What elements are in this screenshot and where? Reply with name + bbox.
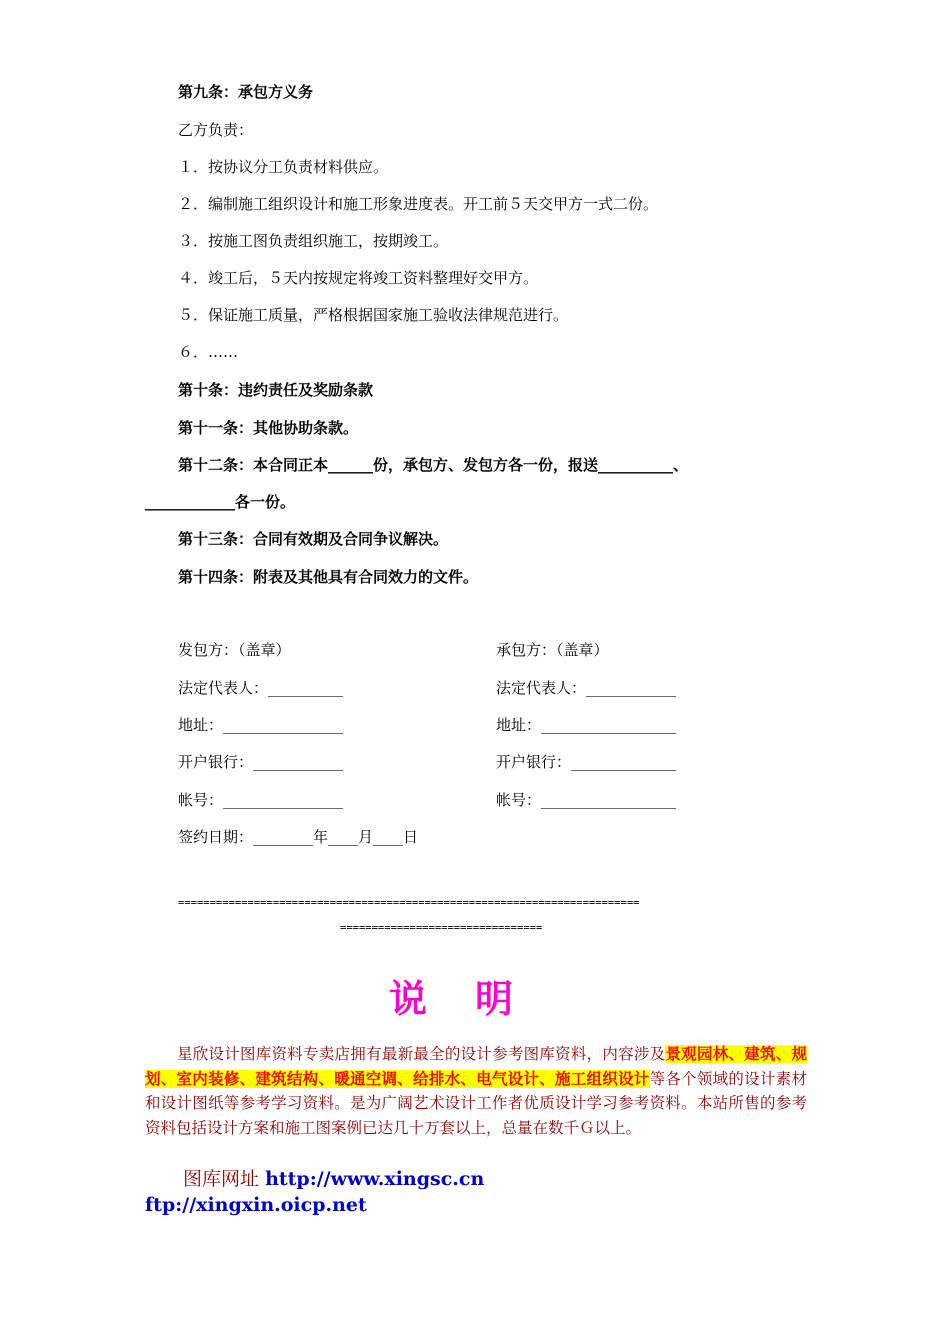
clause-line: 第九条：承包方义务 xyxy=(178,83,314,101)
clause-line: ５．保证施工质量，严格根据国家施工验收法律规范进行。 xyxy=(178,306,569,324)
clause-line: ３．按施工图负责组织施工，按期竣工。 xyxy=(178,232,449,250)
signature-field-left: 发包方：（盖章） xyxy=(178,641,291,659)
notice-text-after: 等各个领域的设计素材和设计图纸等参考学习资料。是为广阔艺术设计工作者优质设计学习参考资料。本站所售的参考资料包括设计方案和施工图案例已达几十万套以上，总量在数千Ｇ以上。 xyxy=(145,1069,807,1137)
notice-title: 说明 xyxy=(388,977,561,1021)
divider-line-1: ========================================================================= xyxy=(178,897,640,909)
notice-text-before: 星欣设计图库资料专卖店拥有最新最全的设计参考图库资料，内容涉及 xyxy=(177,1045,666,1063)
site-line xyxy=(183,1167,484,1191)
signature-field-left: 地址：________________ xyxy=(178,716,344,734)
signature-field-right: 帐号：__________________ xyxy=(496,791,677,809)
signature-field-right: 承包方：（盖章） xyxy=(496,641,609,659)
notice-paragraph xyxy=(145,1042,807,1140)
clause-line: 乙方负责： xyxy=(178,121,254,139)
clause-line: ４．竣工后，５天内按规定将竣工资料整理好交甲方。 xyxy=(178,269,539,287)
clause-line: 第十一条：其他协助条款。 xyxy=(178,419,359,437)
site-label: 图库网址 xyxy=(183,1168,260,1190)
signature-field-left: 开户银行：____________ xyxy=(178,753,344,771)
signature-field-left: 签约日期：________年____月____日 xyxy=(178,828,419,846)
notice-highlight: 景观园林、建筑、规划、室内装修、建筑结构、暖通空调、给排水、电气设计、施工组织设计 xyxy=(145,1045,807,1088)
divider-line-2: ================================ xyxy=(340,922,543,934)
clause-line: 第十条：违约责任及奖励条款 xyxy=(178,381,374,399)
ftp-url-link[interactable]: ftp://xingxin.oicp.net xyxy=(145,1194,367,1216)
signature-field-right: 开户银行：______________ xyxy=(496,753,677,771)
clause-line: ____________各一份。 xyxy=(145,493,296,511)
signature-field-right: 法定代表人：____________ xyxy=(496,679,677,697)
signature-field-left: 法定代表人：__________ xyxy=(178,679,344,697)
clause-line: 第十二条：本合同正本______份，承包方、发包方各一份，报送__________、 xyxy=(178,456,689,474)
clause-line: ２．编制施工组织设计和施工形象进度表。开工前５天交甲方一式二份。 xyxy=(178,195,659,213)
clause-line: １．按协议分工负责材料供应。 xyxy=(178,158,389,176)
clause-line: 第十四条：附表及其他具有合同效力的文件。 xyxy=(178,568,479,586)
signature-field-left: 帐号：________________ xyxy=(178,791,344,809)
signature-field-right: 地址：__________________ xyxy=(496,716,677,734)
site-url-link[interactable]: http://www.xingsc.cn xyxy=(265,1168,485,1190)
clause-line: ６．…… xyxy=(178,343,239,361)
ftp-line xyxy=(145,1193,367,1217)
clause-line: 第十三条：合同有效期及合同争议解决。 xyxy=(178,530,449,548)
